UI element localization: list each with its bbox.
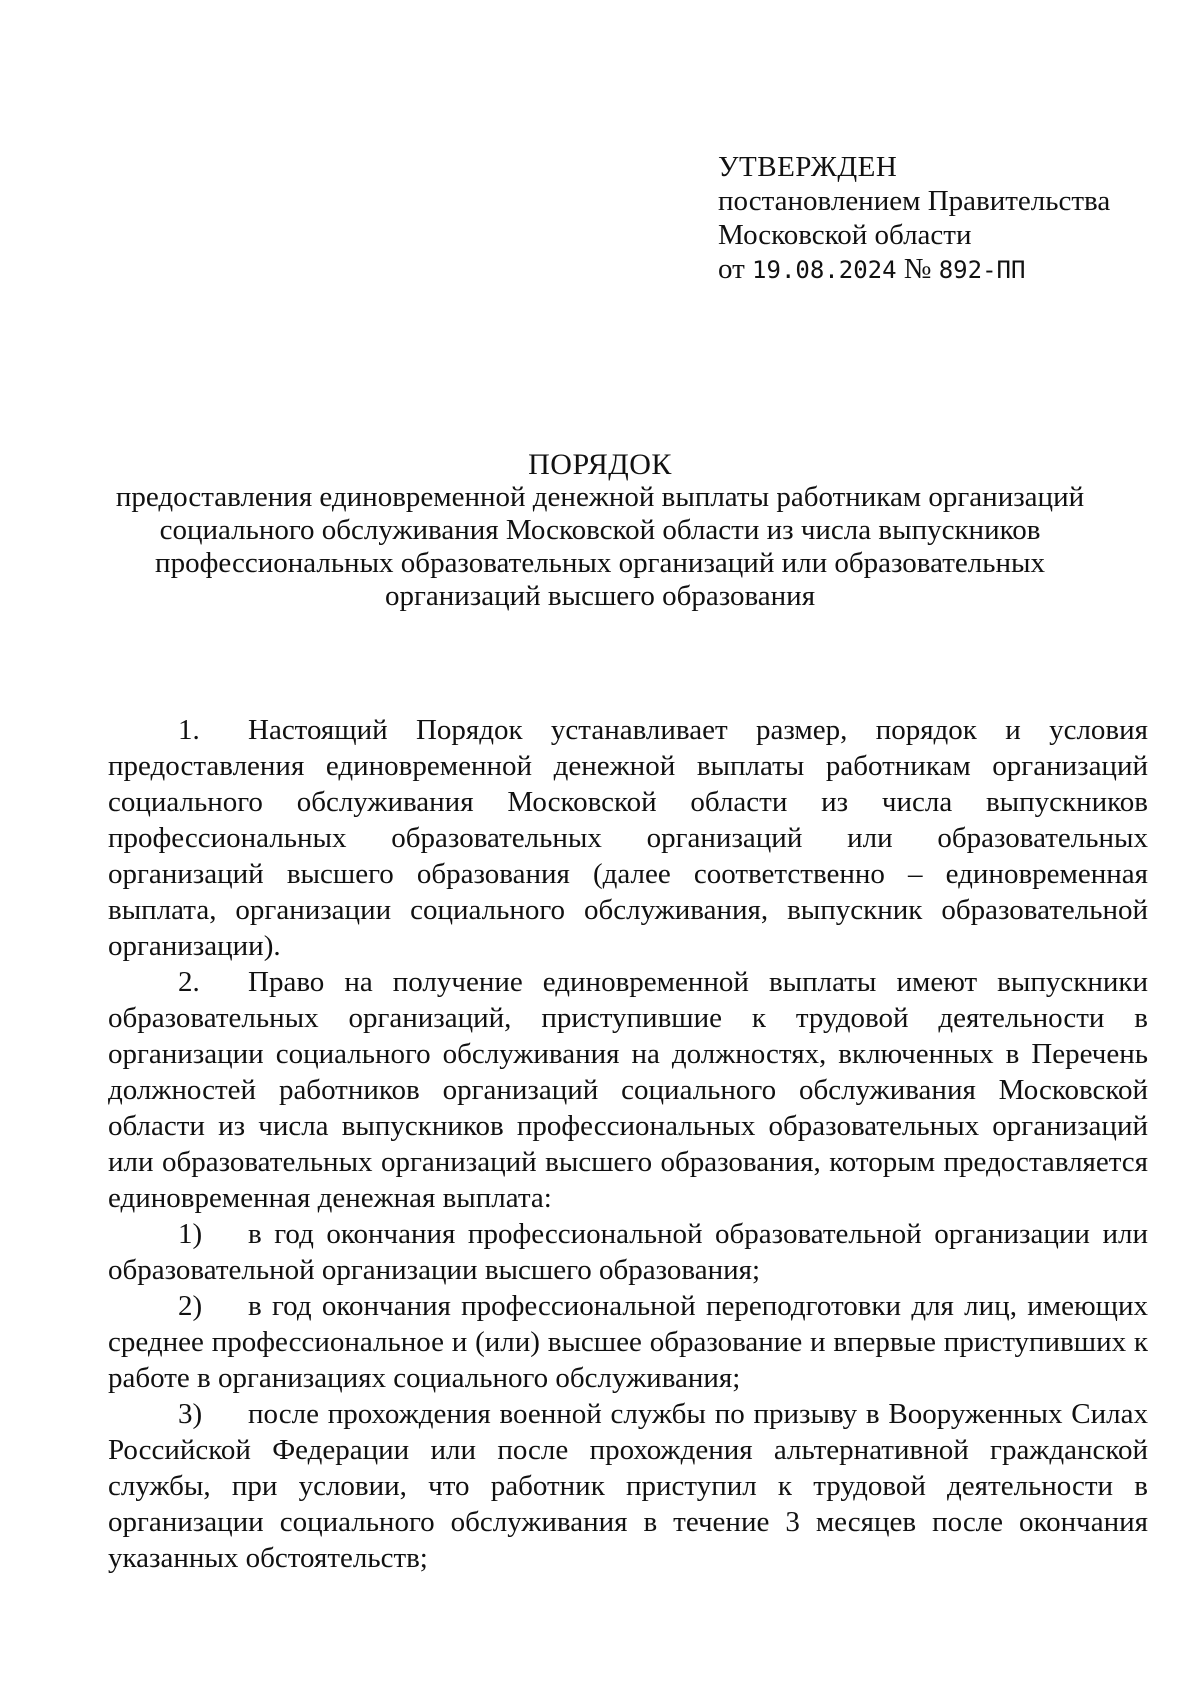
paragraph-text: Право на получение единовременной выплаты имеют выпускники образовательных организаций, приступившие к трудовой деятельности в организации социального обслуживания на должностях, включенных в Перечень должностей работников организаций социального обслуживания Московской области из числа выпускников профессиональных образовательных организаций или образовательных организаций высшего образования, которым предоставляется единовременная денежная выплата:	[108, 966, 1148, 1214]
approval-line-2: Московской области	[718, 219, 972, 251]
paragraph-number: 1.	[178, 714, 200, 746]
list-item-number: 2)	[178, 1290, 203, 1322]
approval-number-sign: №	[903, 253, 932, 285]
list-item-text: после прохождения военной службы по призыву в Вооруженных Силах Российской Федерации или после прохождения альтернативной гражданской службы, при условии, что работник приступил к трудовой деятельности в организации социального обслуживания в течение 3 месяцев после окончания указанных обстоятельств;	[108, 1398, 1148, 1574]
approval-line-1: постановлением Правительства	[718, 185, 1111, 217]
paragraph-text: Настоящий Порядок устанавливает размер, порядок и условия предоставления единовременной денежной выплаты работникам организаций социального обслуживания Московской области из числа выпускников профессиональных образовательных организаций или образовательных организаций высшего образования (далее соответственно – единовременная выплата, организации социального обслуживания, выпускник образовательной организации).	[108, 714, 1148, 962]
approval-date-prefix: от	[718, 253, 745, 285]
paragraph-2	[108, 964, 1148, 1216]
list-item-number: 3)	[178, 1398, 203, 1430]
approval-number: 892-ПП	[938, 256, 1026, 284]
paragraph-number: 2.	[178, 966, 200, 998]
approval-date: 19.08.2024	[752, 256, 897, 284]
paragraph-1	[108, 712, 1148, 964]
document-heading	[100, 448, 1100, 613]
document-title: ПОРЯДОК	[528, 448, 672, 481]
document-body	[108, 712, 1148, 1576]
list-item-text: в год окончания профессиональной переподготовки для лиц, имеющих среднее профессиональное и (или) высшее образование и впервые приступивших к работе в организациях социального обслуживания;	[108, 1290, 1148, 1394]
list-item-3	[108, 1396, 1148, 1576]
list-item-text: в год окончания профессиональной образовательной организации или образовательной организации высшего образования;	[108, 1218, 1148, 1286]
approval-date-line	[718, 252, 1110, 287]
list-item-number: 1)	[178, 1218, 203, 1250]
document-subtitle: предоставления единовременной денежной выплаты работникам организаций социального обслуживания Московской области из числа выпускников профессиональных образовательных организаций или образовательных организаций высшего образования	[115, 481, 1085, 612]
list-item-1	[108, 1216, 1148, 1288]
approval-title: УТВЕРЖДЕН	[718, 151, 898, 183]
approval-stamp	[718, 150, 1110, 287]
list-item-2	[108, 1288, 1148, 1396]
